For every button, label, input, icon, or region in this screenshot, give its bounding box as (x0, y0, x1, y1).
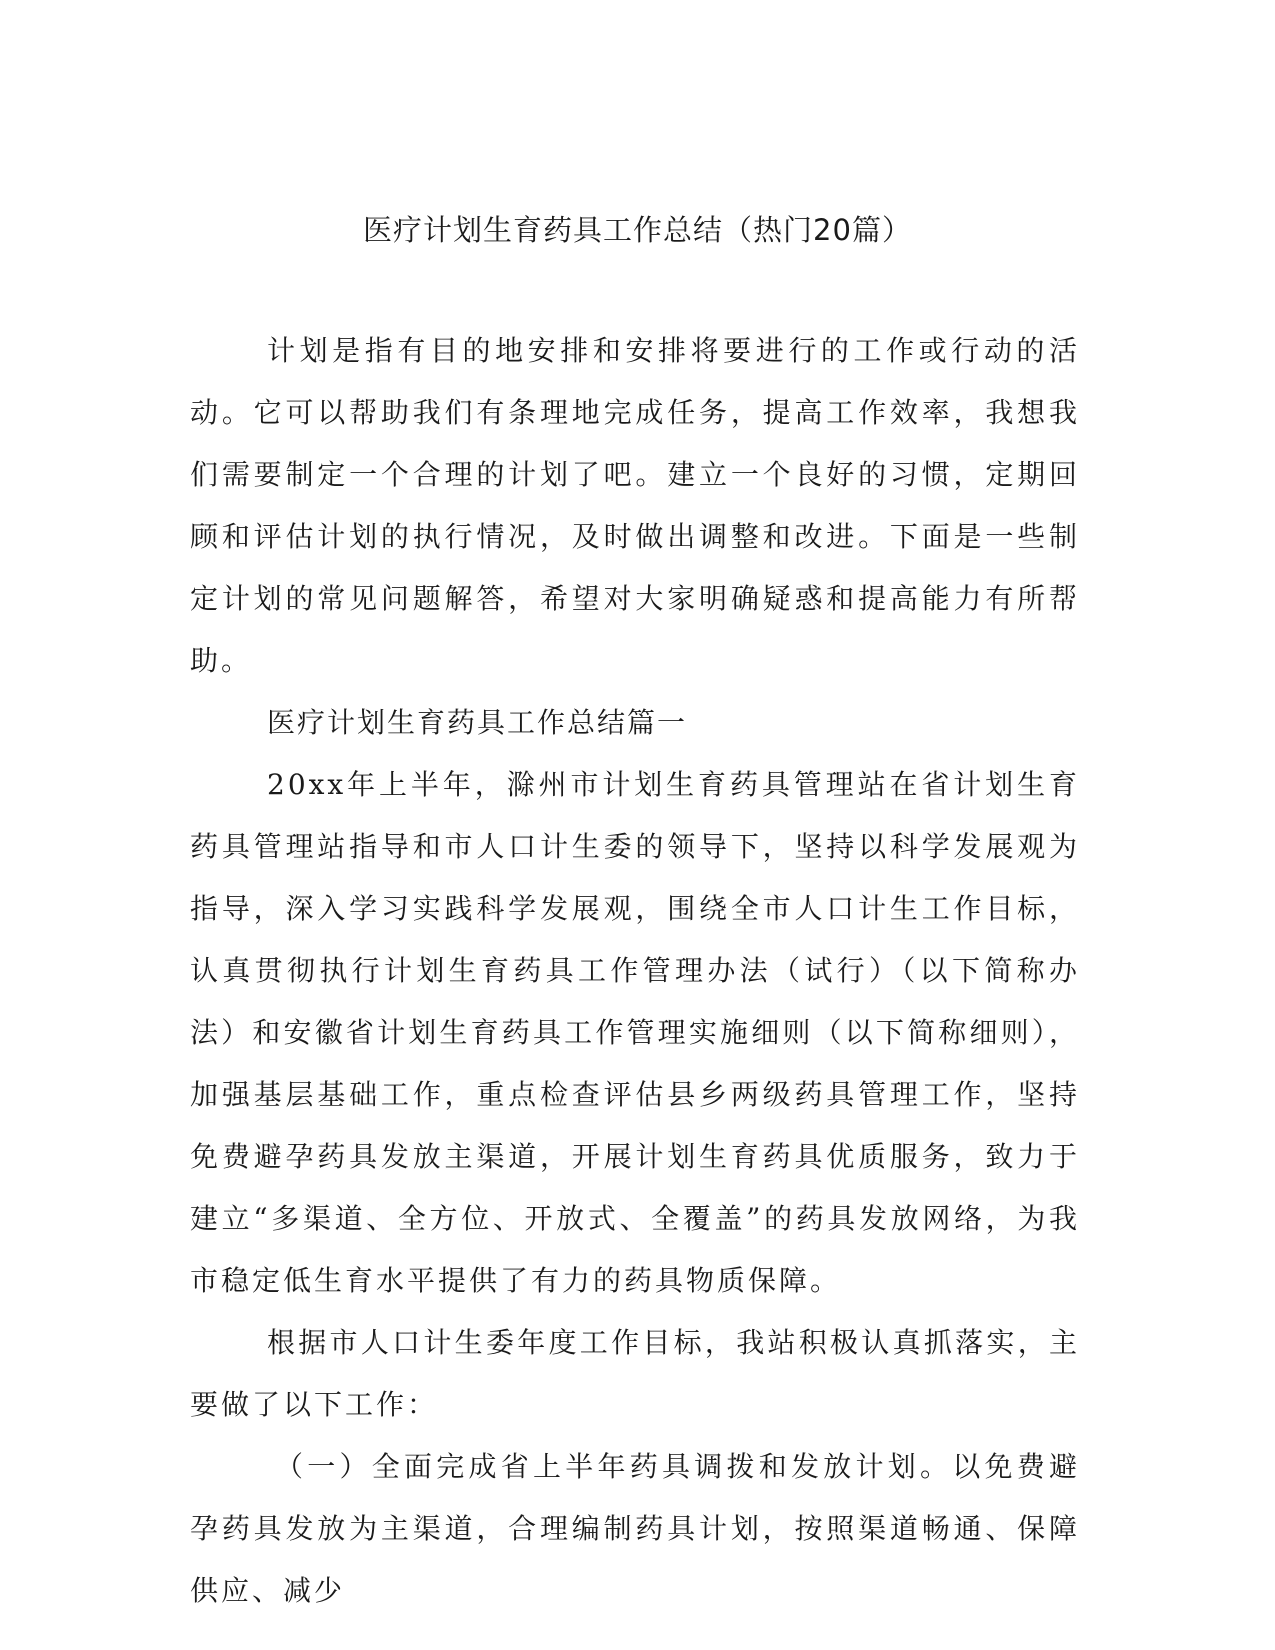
paragraph-2: 根据市人口计生委年度工作目标，我站积极认真抓落实，主要做了以下工作： (190, 1326, 1080, 1421)
document-title: 医疗计划生育药具工作总结（热门20篇） (363, 213, 912, 247)
paragraph-1: 20xx年上半年，滁州市计划生育药具管理站在省计划生育药具管理站指导和市人口计生委的领导下，坚持以科学发展观为指导，深入学习实践科学发展观，围绕全市人口计生工作目标，认真贯彻执行计划生育药具工作管理办法（试行）（以下简称办法）和安徽省计划生育药具工作管理实施细则（以下简称细则），加强基层基础工作，重点检查评估县乡两级药具管理工作，坚持免费避孕药具发放主渠道，开展计划生育药具优质服务，致力于建立“多渠道、全方位、开放式、全覆盖”的药具发放网络，为我市稳定低生育水平提供了有力的药具物质保障。 (190, 768, 1080, 1297)
document-body (190, 320, 1080, 1622)
section-heading: 医疗计划生育药具工作总结篇一 (267, 706, 688, 739)
intro-paragraph: 计划是指有目的地安排和安排将要进行的工作或行动的活动。它可以帮助我们有条理地完成任务，提高工作效率，我想我们需要制定一个合理的计划了吧。建立一个良好的习惯，定期回顾和评估计划的执行情况，及时做出调整和改进。下面是一些制定计划的常见问题解答，希望对大家明确疑惑和提高能力有所帮助。 (190, 334, 1080, 677)
paragraph-3: （一）全面完成省上半年药具调拨和发放计划。以免费避孕药具发放为主渠道，合理编制药具计划，按照渠道畅通、保障供应、减少 (190, 1450, 1080, 1607)
